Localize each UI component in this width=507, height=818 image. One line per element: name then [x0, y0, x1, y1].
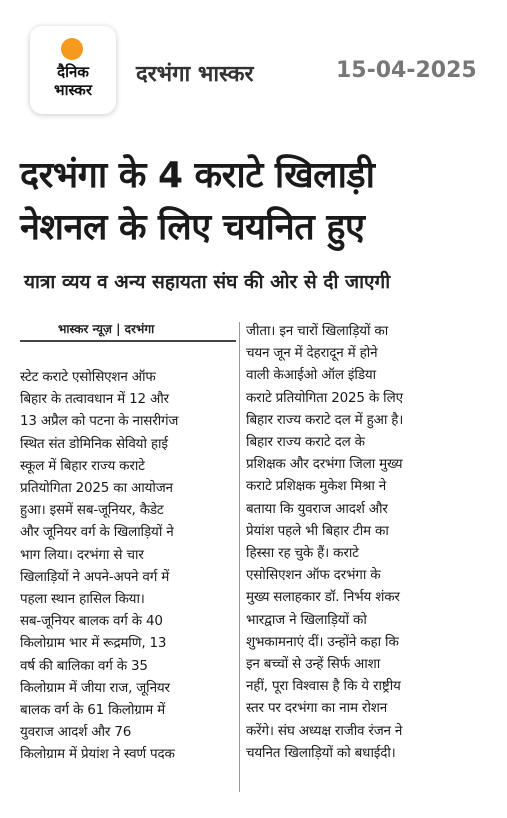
text-line: बताया कि युवराज आदर्श और	[246, 500, 388, 517]
text-line: चयनित खिलाड़ियों को बधाईदी।	[246, 744, 396, 761]
text-line: मुख्य सलाहकार डॉ. निर्भय शंकर	[246, 589, 400, 606]
text-line: सब-जूनियर बालक वर्ग के 40	[20, 613, 163, 630]
text-line: स्कूल में बिहार राज्य कराटे	[20, 457, 145, 474]
article-column-left	[20, 366, 234, 766]
text-line: करेंगे। संघ अध्यक्ष राजीव रंजन ने	[246, 722, 403, 739]
text-line: भाग लिया। दरभंगा से चार	[20, 546, 144, 563]
edition-name: दरभंगा भास्कर	[136, 62, 254, 87]
text-line: किलोग्राम में जीया राज, जूनियर	[20, 679, 170, 696]
text-line: जीता। इन चारों खिलाड़ियों का	[246, 323, 389, 339]
text-line: किलोग्राम भार में रूद्रमणि, 13	[20, 635, 167, 652]
text-line: युवराज आदर्श और 76	[20, 724, 132, 741]
text-line: प्रतियोगिता 2025 का आयोजन	[20, 480, 173, 497]
article-byline: भास्कर न्यूज़ | दरभंगा	[58, 322, 155, 336]
headline-line-2: नेशनल के लिए चयनित हुए	[20, 207, 365, 248]
text-line: प्रेयांश पहले भी बिहार टीम का	[246, 522, 389, 539]
edition-date: 15-04-2025	[336, 58, 477, 83]
byline-rule	[20, 340, 236, 342]
article-subheadline: यात्रा व्यय व अन्य सहायता संघ की ओर से दी जाएगी	[24, 271, 391, 293]
text-line: प्रशिक्षक और दरभंगा जिला मुख्य	[246, 456, 403, 473]
text-line: बालक वर्ग के 61 किलोग्राम में	[20, 702, 166, 719]
dainik-bhaskar-logo	[30, 26, 116, 114]
text-line: चयन जून में देहरादून में होने	[246, 345, 378, 362]
text-line: वाली केआईओ ऑल इंडिया	[246, 367, 376, 384]
text-line: 13 अप्रैल को पटना के नासरीगंज	[20, 413, 179, 430]
sun-icon	[61, 38, 83, 60]
page-header	[0, 0, 507, 138]
text-line: और जूनियर वर्ग के खिलाड़ियों ने	[20, 524, 174, 541]
text-line: हुआ। इसमें सब-जूनियर, कैडेट	[20, 502, 164, 519]
text-line: भारद्वाज ने खिलाड़ियों को	[246, 611, 367, 628]
logo-text-line2: भास्कर	[54, 81, 92, 99]
column-divider	[239, 322, 240, 792]
text-line: वर्ष की बालिका वर्ग के 35	[20, 657, 148, 674]
logo-text-line1: दैनिक	[57, 63, 89, 81]
text-line: किलोग्राम में प्रेयांश ने स्वर्ण पदक	[20, 746, 175, 763]
text-line: शुभकामनाएं दीं। उन्होंने कहा कि	[246, 633, 399, 650]
text-line: कराटे प्रशिक्षक मुकेश मिश्रा ने	[246, 478, 387, 495]
article-headline	[20, 150, 490, 254]
text-line: खिलाड़ियों ने अपने-अपने वर्ग में	[20, 568, 170, 585]
text-line: बिहार के तत्वावधान में 12 और	[20, 391, 169, 408]
text-line: इन बच्चों से उन्हें सिर्फ आशा	[246, 656, 381, 673]
text-line: बिहार राज्य कराटे दल के	[246, 434, 365, 451]
text-line: नहीं, पूरा विश्वास है कि ये राष्ट्रीय	[246, 678, 401, 695]
text-line: स्टेट कराटे एसोसिएशन ऑफ	[20, 369, 156, 385]
text-line: बिहार राज्य कराटे दल में हुआ है।	[246, 411, 404, 428]
text-line: पहला स्थान हासिल किया।	[20, 591, 145, 608]
text-line: स्थित संत डोमिनिक सेवियो हाई	[20, 435, 168, 452]
article-column-right	[246, 320, 472, 764]
headline-line-1: दरभंगा के 4 कराटे खिलाड़ी	[20, 155, 375, 196]
text-line: हिस्सा रह चुके हैं। कराटे	[246, 545, 359, 562]
text-line: स्तर पर दरभंगा का नाम रोशन	[246, 700, 388, 717]
text-line: एसोसिएशन ऑफ दरभंगा के	[246, 567, 381, 584]
text-line: कराटे प्रतियोगिता 2025 के लिए	[246, 389, 403, 406]
